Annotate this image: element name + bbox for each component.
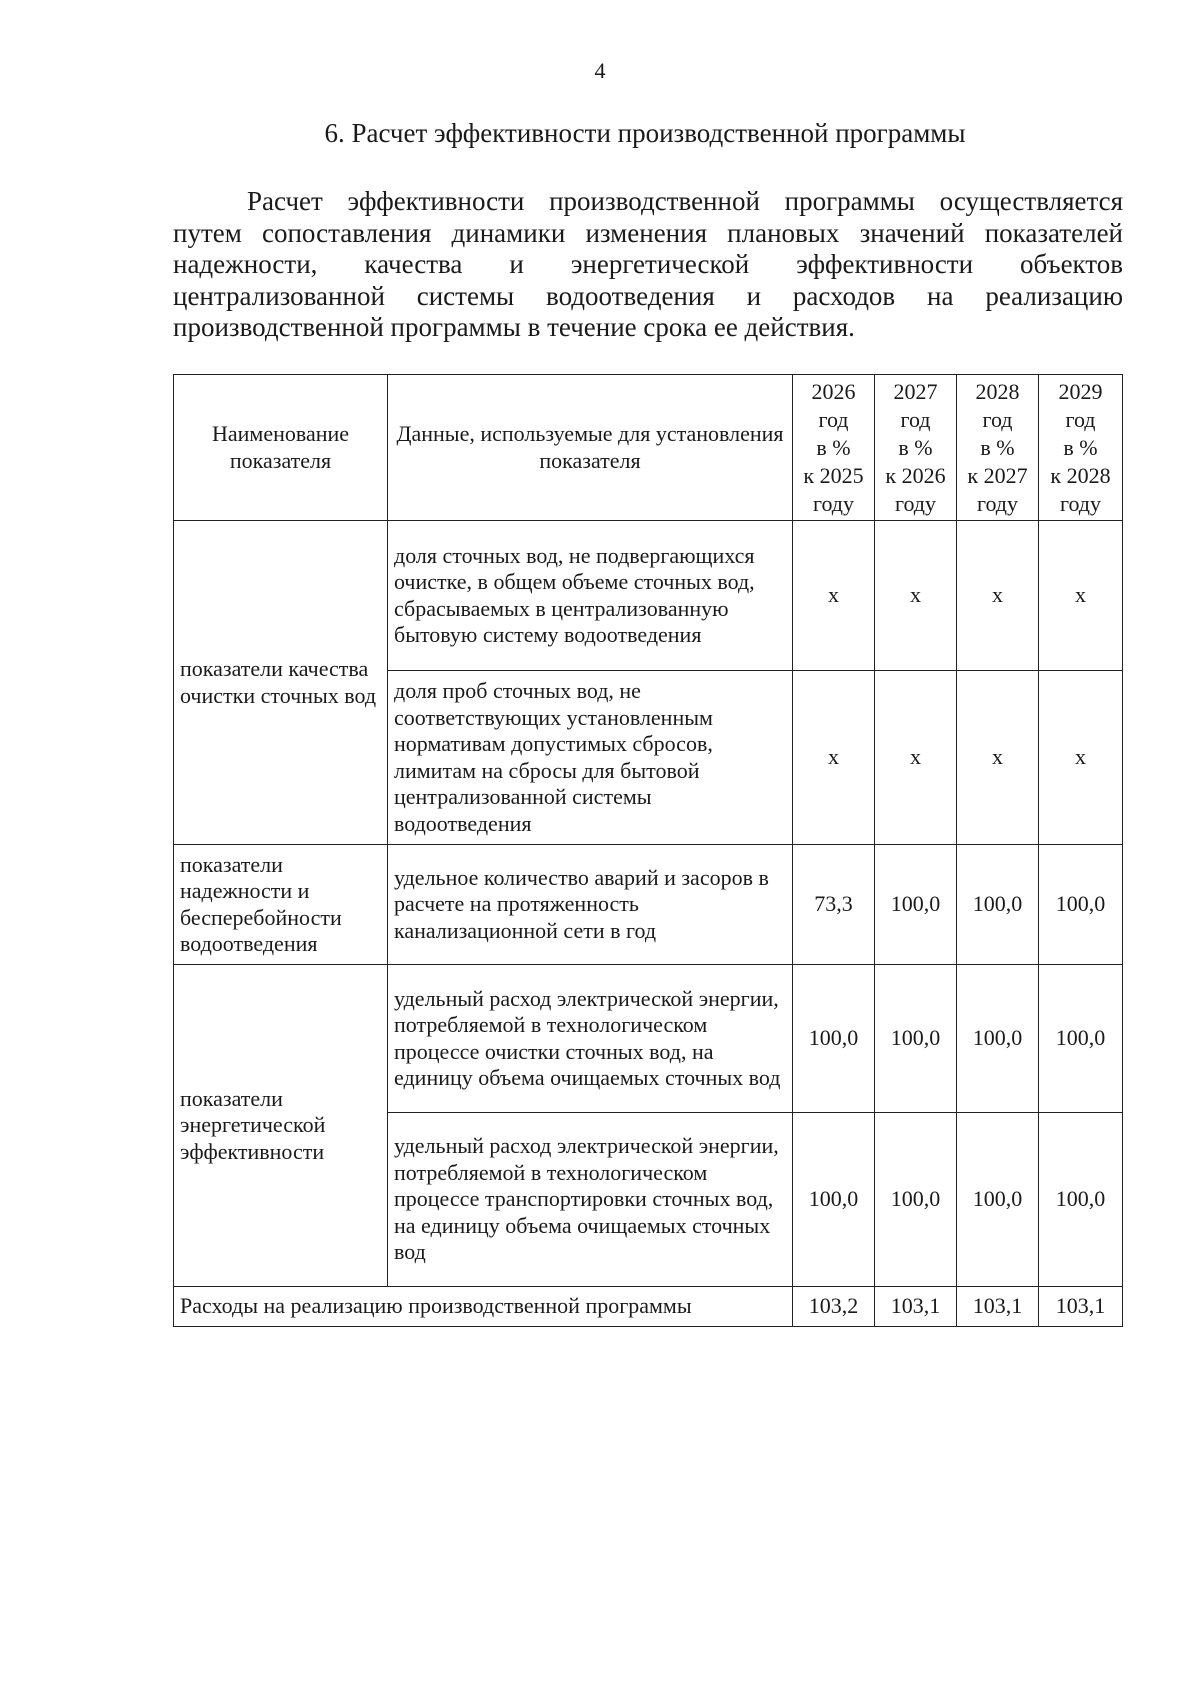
section-title: 6. Расчет эффективности производственной программы	[324, 118, 966, 148]
value-cell: x	[957, 521, 1039, 671]
header-data-used: Данные, используемые для установления показателя	[388, 375, 793, 521]
value-cell: 100,0	[1039, 845, 1123, 965]
value-cell: 100,0	[957, 1113, 1039, 1287]
value-cell: x	[793, 521, 875, 671]
value-cell: x	[875, 521, 957, 671]
total-value: 103,1	[957, 1287, 1039, 1327]
page-number: 4	[594, 58, 606, 83]
table-header-row	[174, 375, 1123, 521]
header-year-2029: 2029 год в % к 2028 году	[1039, 375, 1123, 521]
total-label: Расходы на реализацию производственной программы	[174, 1287, 793, 1327]
total-value: 103,2	[793, 1287, 875, 1327]
table-row	[174, 845, 1123, 965]
group-reliability: показатели надежности и бесперебойности водоотведения	[174, 845, 388, 965]
group-quality: показатели качества очистки сточных вод	[174, 521, 388, 845]
value-cell: 100,0	[875, 845, 957, 965]
value-cell: x	[1039, 671, 1123, 845]
value-cell: 100,0	[875, 965, 957, 1113]
header-year-2026: 2026 год в % к 2025 году	[793, 375, 875, 521]
value-cell: x	[1039, 521, 1123, 671]
value-cell: 100,0	[1039, 965, 1123, 1113]
value-cell: 73,3	[793, 845, 875, 965]
total-row	[174, 1287, 1123, 1327]
intro-paragraph: Расчет эффективности производственной программы осуществляется путем сопоставления динамики изменения плановых значений показателей надежности, качества и энергетической эффективности объектов централизованной системы водоотведения и расходов на реализацию производственной программы в течение срока ее действия.	[173, 186, 1123, 342]
value-cell: 100,0	[793, 1113, 875, 1287]
value-cell: 100,0	[875, 1113, 957, 1287]
value-cell: x	[875, 671, 957, 845]
value-cell: 100,0	[957, 965, 1039, 1113]
value-cell: 100,0	[793, 965, 875, 1113]
table-row	[174, 965, 1123, 1113]
total-value: 103,1	[1039, 1287, 1123, 1327]
value-cell: 100,0	[957, 845, 1039, 965]
value-cell: 100,0	[1039, 1113, 1123, 1287]
row-data: удельное количество аварий и засоров в расчете на протяженность канализационной сети в год	[388, 845, 793, 965]
row-data: доля сточных вод, не подвергающихся очистке, в общем объеме сточных вод, сбрасываемых в централизованную бытовую систему водоотведения	[388, 521, 793, 671]
header-year-2027: 2027 год в % к 2026 году	[875, 375, 957, 521]
header-indicator-name: Наименование показателя	[174, 375, 388, 521]
efficiency-table	[173, 374, 1123, 1327]
table-row	[174, 521, 1123, 671]
value-cell: x	[793, 671, 875, 845]
row-data: доля проб сточных вод, не соответствующих установленным нормативам допустимых сбросов, лимитам на сбросы для бытовой централизованной системы водоотведения	[388, 671, 793, 845]
value-cell: x	[957, 671, 1039, 845]
group-energy-efficiency: показатели энергетической эффективности	[174, 965, 388, 1287]
row-data: удельный расход электрической энергии, потребляемой в технологическом процессе транспортировки сточных вод, на единицу объема очищаемых сточных вод	[388, 1113, 793, 1287]
row-data: удельный расход электрической энергии, потребляемой в технологическом процессе очистки сточных вод, на единицу объема очищаемых сточных вод	[388, 965, 793, 1113]
total-value: 103,1	[875, 1287, 957, 1327]
header-year-2028: 2028 год в % к 2027 году	[957, 375, 1039, 521]
